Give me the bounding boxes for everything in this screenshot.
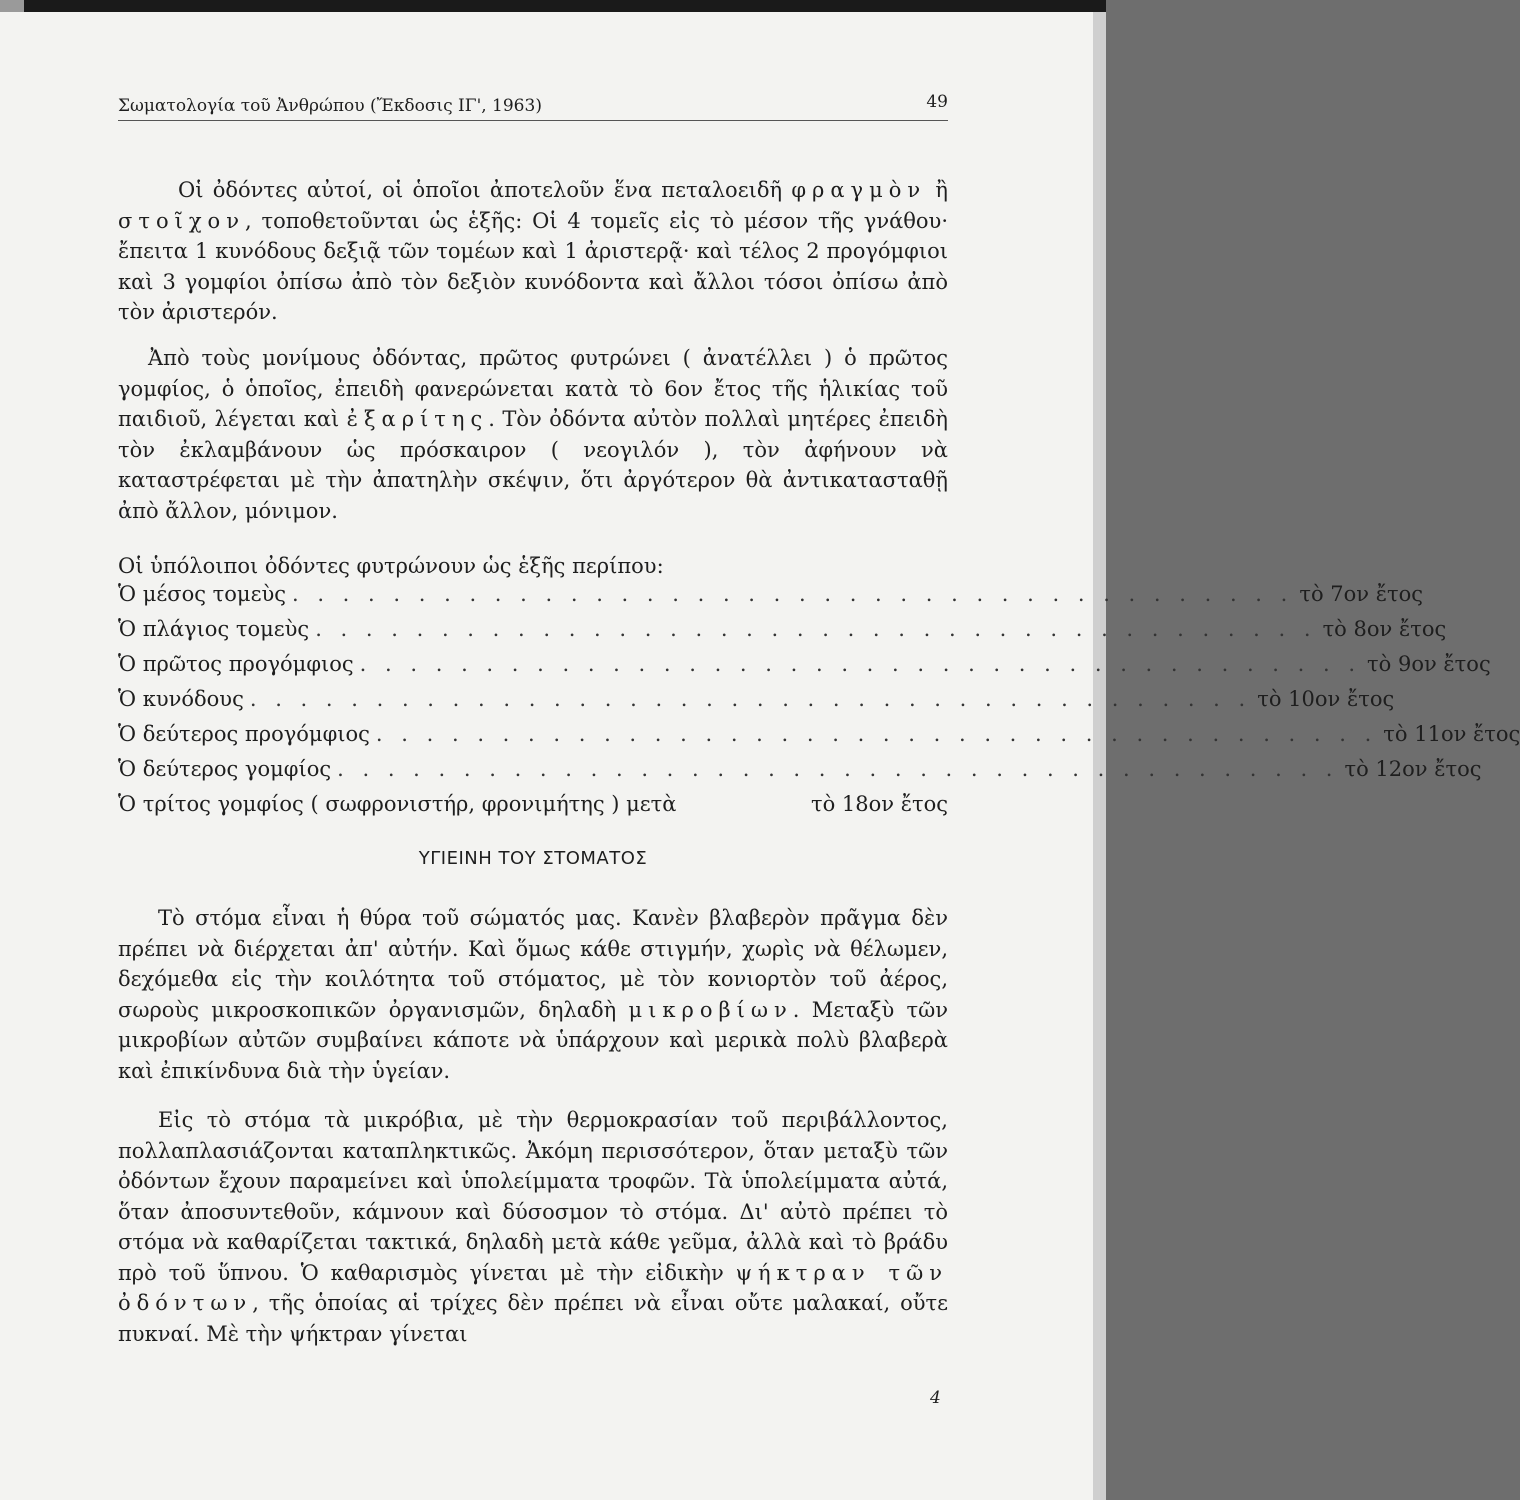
eruption-age: τὸ 12ον ἔτος bbox=[1344, 757, 1482, 781]
paragraph-mouth-door bbox=[118, 903, 948, 1086]
scan-corner bbox=[0, 0, 24, 12]
signature-mark: 4 bbox=[930, 1388, 941, 1408]
schedule-row bbox=[118, 652, 1491, 687]
para1-text-1: Οἱ ὀδόντες αὐτοί, οἱ ὁποῖοι ἀποτελοῦν ἕνα πεταλοειδῆ bbox=[178, 178, 792, 202]
eruption-age: τὸ 10ον ἔτος bbox=[1257, 687, 1395, 711]
tooth-name: Ὁ δεύτερος γομφίος bbox=[118, 757, 332, 781]
eruption-age: τὸ 9ον ἔτος bbox=[1367, 652, 1491, 676]
para4-text-1: Τὸ στόμα εἶναι ἡ θύρα τοῦ σώματός μας. Κανὲν βλαβερὸν πρᾶγμα δὲν πρέπει νὰ διέρχεται ἀπ' αὐτήν. Καὶ ὅμως κάθε στιγμήν, χωρὶς νὰ θέλωμεν, δεχόμεθα εἰς τὴν κοιλότητα τοῦ στόματος, μὲ τὸν κονιορτὸν τοῦ ἀέρος, σωροὺς μικροσκοπικῶν ὀργανισμῶν, δηλαδὴ bbox=[118, 906, 948, 1022]
leader-dots: . . . . . . . . . . . . . . . . . . . . . . . . . . . . . . . . . . . . . . . . bbox=[337, 757, 1339, 781]
para1-spaced-2: στοῖχον bbox=[118, 208, 245, 233]
leader-dots: . . . . . . . . . . . . . . . . . . . . . . . . . . . . . . . . . . . . . . . . bbox=[249, 687, 1252, 711]
schedule-row bbox=[118, 792, 948, 827]
paragraph-dentition bbox=[118, 175, 948, 328]
leader-dots: . . . . . . . . . . . . . . . . . . . . . . . . . . . . . . . . . . . . . . . . bbox=[291, 582, 1294, 606]
paragraph-schedule-intro bbox=[118, 551, 948, 582]
para1-text-2: ἢ bbox=[926, 178, 949, 202]
eruption-age: τὸ 8ον ἔτος bbox=[1322, 617, 1447, 641]
paragraph-microbes bbox=[118, 1105, 948, 1349]
para2-text-1: Ἀπὸ τοὺς μονίμους ὀδόντας, πρῶτος φυτρώνει ( ἀνατέλλει ) ὁ πρῶτος γομφίος, ὁ ὁποῖος, ἐπειδὴ φανερώνεται κατὰ τὸ 6ον ἔτος τῆς ἡλικίας τοῦ παιδιοῦ, λέγεται καὶ bbox=[118, 346, 948, 431]
tooth-name: Ὁ δεύτερος προγόμφιος bbox=[118, 722, 370, 746]
para2-spaced-1: ἐξαρίτης bbox=[346, 407, 489, 431]
schedule-row bbox=[118, 757, 1482, 792]
running-header bbox=[118, 90, 948, 121]
eruption-schedule bbox=[118, 582, 1520, 827]
schedule-row bbox=[118, 617, 1447, 652]
para1-spaced-1: φραγμὸν bbox=[791, 178, 927, 202]
para5-text-1: Εἰς τὸ στόμα τὰ μικρόβια, μὲ τὴν θερμοκρασίαν τοῦ περιβάλλοντος, πολλαπλασιάζονται καταπληκτικῶς. Ἀκόμη περισσότερον, ὅταν μεταξὺ τῶν ὀδόντων ἔχουν παραμείνει καὶ ὑπολείμματα τροφῶν. Τὰ ὑπολείμματα αὐτά, ὅταν ἀποσυντεθοῦν, κάμνουν καὶ δύσοσμον τὸ στόμα. Δι' αὐτὸ πρέπει τὸ στόμα νὰ καθαρίζεται τακτικά, δηλαδὴ μετὰ κάθε γεῦμα, ἀλλὰ καὶ τὸ βράδυ πρὸ τοῦ ὕπνου. Ὁ καθαρισμὸς γίνεται μὲ τὴν εἰδικὴν bbox=[118, 1108, 948, 1285]
schedule-row bbox=[118, 687, 1395, 722]
tooth-name: Ὁ πλάγιος τομεὺς bbox=[118, 617, 310, 641]
tooth-name: Ὁ κυνόδους bbox=[118, 687, 244, 711]
tooth-name: Ὁ τρίτος γομφίος ( σωφρονιστήρ, φρονιμήτης ) μετὰ bbox=[118, 792, 677, 816]
schedule-row bbox=[118, 582, 1424, 617]
para5-spaced-1: ψήκτραν τῶν ὀδόντων bbox=[118, 1260, 948, 1315]
para4-spaced-1: μικροβίων bbox=[628, 997, 793, 1022]
para1-text-3: , τοποθετοῦνται ὡς ἑξῆς: Οἱ 4 τομεῖς εἰς τὸ μέσον τῆς γνάθου· ἔπειτα 1 κυνόδους δεξιᾷ τῶν τομέων καὶ 1 ἀριστερᾷ· καὶ τέλος 2 προγόμφιοι καὶ 3 γομφίοι ὀπίσω ἀπὸ τὸν δεξιὸν κυνόδοντα καὶ ἄλλοι τόσοι ὀπίσω ἀπὸ τὸν ἀριστερόν. bbox=[118, 208, 948, 324]
eruption-age: τὸ 7ον ἔτος bbox=[1299, 582, 1424, 606]
page-number: 49 bbox=[926, 92, 948, 112]
leader-dots: . . . . . . . . . . . . . . . . . . . . . . . . . . . . . . . . . . . . . . . . bbox=[359, 652, 1362, 676]
eruption-age: τὸ 18ον ἔτος bbox=[810, 792, 948, 816]
running-title: Σωματολογία τοῦ Ἀνθρώπου (Ἔκδοσις ΙΓ', 1963) bbox=[118, 96, 542, 116]
tooth-name: Ὁ πρῶτος προγόμφιος bbox=[118, 652, 354, 676]
section-heading: ΥΓΙΕΙΝΗ ΤΟΥ ΣΤΟΜΑΤΟΣ bbox=[418, 848, 648, 869]
para4-text-2: . Μεταξὺ τῶν μικροβίων αὐτῶν συμβαίνει κάποτε νὰ ὑπάρχουν καὶ μερικὰ πολὺ βλαβερὰ καὶ ἐπικίνδυνα διὰ τὴν ὑγείαν. bbox=[118, 997, 948, 1083]
eruption-age: τὸ 11ον ἔτος bbox=[1383, 722, 1520, 746]
schedule-intro: Οἱ ὑπόλοιποι ὀδόντες φυτρώνουν ὡς ἑξῆς περίπου: bbox=[118, 554, 664, 578]
tooth-name: Ὁ μέσος τομεὺς bbox=[118, 582, 286, 606]
para2-text-2: . Τὸν ὀδόντα αὐτὸν πολλαὶ μητέρες ἐπειδὴ τὸν ἐκλαμβάνουν ὡς πρόσκαιρον ( νεογιλόν ), τὸν ἀφήνουν νὰ καταστρέφεται μὲ τὴν ἀπατηλὴν σκέψιν, ὅτι ἀργότερον θὰ ἀντικατασταθῇ ἀπὸ ἄλλον, μόνιμον. bbox=[118, 407, 948, 523]
paragraph-first-molar bbox=[118, 343, 948, 526]
para5-text-2: , τῆς ὁποίας αἱ τρίχες δὲν πρέπει νὰ εἶναι οὔτε μαλακαί, οὔτε πυκναί. Μὲ τὴν ψήκτραν γίνεται bbox=[118, 1291, 948, 1346]
leader-dots: . . . . . . . . . . . . . . . . . . . . . . . . . . . . . . . . . . . . . . . . bbox=[315, 617, 1317, 641]
schedule-row bbox=[118, 722, 1520, 757]
page-edge bbox=[1093, 12, 1106, 1500]
scan-top-edge bbox=[0, 0, 1106, 12]
leader-dots: . . . . . . . . . . . . . . . . . . . . . . . . . . . . . . . . . . . . . . . . bbox=[375, 722, 1378, 746]
